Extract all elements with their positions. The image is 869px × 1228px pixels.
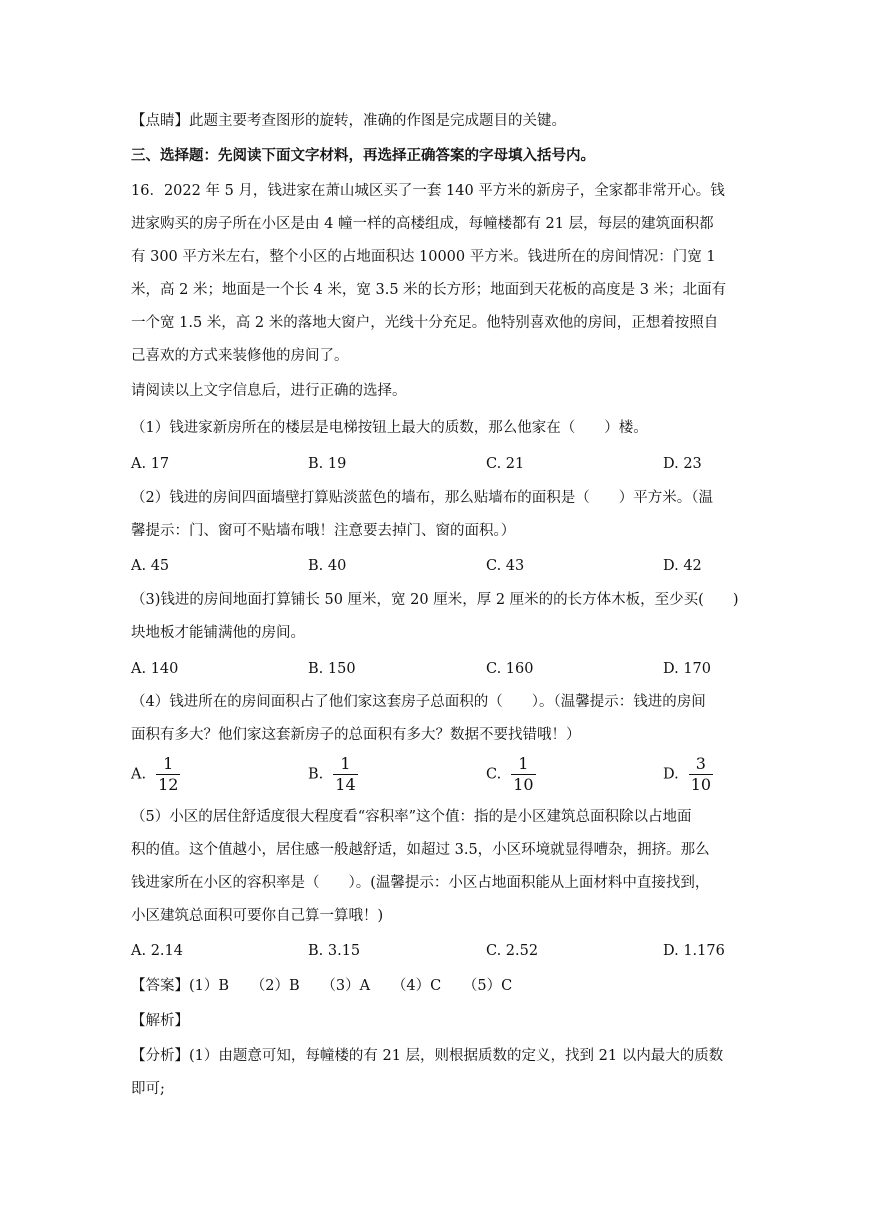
q2-option-a: A. 45 bbox=[131, 558, 170, 574]
q5-option-a: A. 2.14 bbox=[131, 943, 183, 959]
q1-option-d: D. 23 bbox=[663, 456, 702, 472]
fraction-denominator: 14 bbox=[335, 775, 356, 794]
question-4: （4）钱进所在的房间面积占了他们家这套房子总面积的（ ）。（温馨提示：钱进的房间 bbox=[131, 694, 706, 710]
q3-option-b: B. 150 bbox=[308, 661, 356, 677]
question-1: （1）钱进家新房所在的楼层是电梯按钮上最大的质数，那么他家在（ ）楼。 bbox=[131, 420, 648, 436]
problem-text: 一个宽 1.5 米，高 2 米的落地大窗户，光线十分充足。他特别喜欢他的房间，正想着按照自 bbox=[131, 315, 719, 331]
problem-text: 有 300 平方米左右，整个小区的占地面积达 10000 平方米。钱进所在的房间情况：门宽 1 bbox=[131, 249, 716, 265]
q2-option-b: B. 40 bbox=[308, 558, 347, 574]
section-heading: 三、选择题：先阅读下面文字材料，再选择正确答案的字母填入括号内。 bbox=[131, 147, 595, 164]
q1-option-b: B. 19 bbox=[308, 456, 347, 472]
question-5: 积的值。这个值越小，居住感一般越舒适，如超过 3.5，小区环境就显得嘈杂，拥挤。那么 bbox=[131, 842, 710, 858]
q2-option-c: C. 43 bbox=[486, 558, 525, 574]
problem-text: 米，高 2 米；地面是一个长 4 米，宽 3.5 米的长方形；地面到天花板的高度是 3 米；北面有 bbox=[131, 282, 727, 298]
q4-option-c bbox=[486, 755, 536, 794]
question-3: （3)钱进的房间地面打算铺长 50 厘米，宽 20 厘米，厚 2 厘米的的长方体木板，至少买( ) bbox=[131, 592, 739, 608]
instruction: 请阅读以上文字信息后，进行正确的选择。 bbox=[131, 383, 407, 399]
question-5: （5）小区的居住舒适度很大程度看“容积率”这个值：指的是小区建筑总面积除以占地面 bbox=[131, 809, 692, 825]
q5-option-b: B. 3.15 bbox=[308, 943, 361, 959]
q3-option-c: C. 160 bbox=[486, 661, 534, 677]
q1-option-a: A. 17 bbox=[131, 456, 170, 472]
fraction-numerator: 1 bbox=[340, 754, 351, 773]
option-letter: B. bbox=[308, 766, 324, 783]
question-5: 钱进家所在小区的容积率是（ ）。(温馨提示：小区占地面积能从上面材料中直接找到， bbox=[131, 875, 710, 891]
fraction bbox=[689, 755, 713, 794]
fraction-numerator: 1 bbox=[518, 754, 529, 773]
analysis-text: 【分析】(1）由题意可知，每幢楼的有 21 层，则根据质数的定义，找到 21 以内最大的质数 bbox=[131, 1048, 724, 1064]
fraction-denominator: 12 bbox=[158, 775, 179, 794]
option-letter: D. bbox=[663, 766, 679, 783]
q5-option-c: C. 2.52 bbox=[486, 943, 539, 959]
q3-option-d: D. 170 bbox=[663, 661, 712, 677]
fraction-denominator: 10 bbox=[513, 775, 534, 794]
problem-text: 进家购买的房子所在小区是由 4 幢一样的高楼组成，每幢楼都有 21 层，每层的建筑面积都 bbox=[131, 216, 714, 232]
q5-option-d: D. 1.176 bbox=[663, 943, 725, 959]
q4-option-b bbox=[308, 755, 358, 794]
dianjing-note: 【点睛】此题主要考查图形的旋转，准确的作图是完成题目的关键。 bbox=[131, 113, 566, 129]
question-2: 馨提示：门、窗可不贴墙布哦！注意要去掉门、窗的面积。） bbox=[131, 523, 516, 539]
jiexi-heading: 【解析】 bbox=[131, 1013, 189, 1029]
fraction-numerator: 3 bbox=[695, 754, 706, 773]
question-4: 面积有多大？他们家这套新房子的总面积有多大？数据不要找错哦！） bbox=[131, 727, 581, 743]
problem-text: 己喜欢的方式来装修他的房间了。 bbox=[131, 348, 349, 364]
fraction-denominator: 10 bbox=[690, 775, 712, 794]
q4-option-d bbox=[663, 755, 713, 794]
problem-text: 16．2022 年 5 月，钱进家在萧山城区买了一套 140 平方米的新房子，全家都非常开心。钱 bbox=[131, 183, 725, 199]
q3-option-a: A. 140 bbox=[131, 661, 179, 677]
option-letter: A. bbox=[131, 766, 147, 783]
answer-line: 【答案】(1）B （2）B （3）A （4）C （5）C bbox=[131, 978, 513, 994]
fraction bbox=[511, 755, 535, 794]
question-2: （2）钱进的房间四面墙壁打算贴淡蓝色的墙布，那么贴墙布的面积是（ ）平方米。（温 bbox=[131, 490, 713, 506]
fraction bbox=[333, 755, 357, 794]
question-3: 块地板才能铺满他的房间。 bbox=[131, 625, 305, 641]
fraction bbox=[156, 755, 180, 794]
option-letter: C. bbox=[486, 766, 502, 783]
fraction-numerator: 1 bbox=[163, 754, 174, 773]
q4-option-a bbox=[131, 755, 180, 794]
analysis-text: 即可; bbox=[131, 1081, 165, 1097]
question-5: 小区建筑总面积可要你自己算一算哦！) bbox=[131, 908, 384, 924]
q2-option-d: D. 42 bbox=[663, 558, 702, 574]
q1-option-c: C. 21 bbox=[486, 456, 525, 472]
